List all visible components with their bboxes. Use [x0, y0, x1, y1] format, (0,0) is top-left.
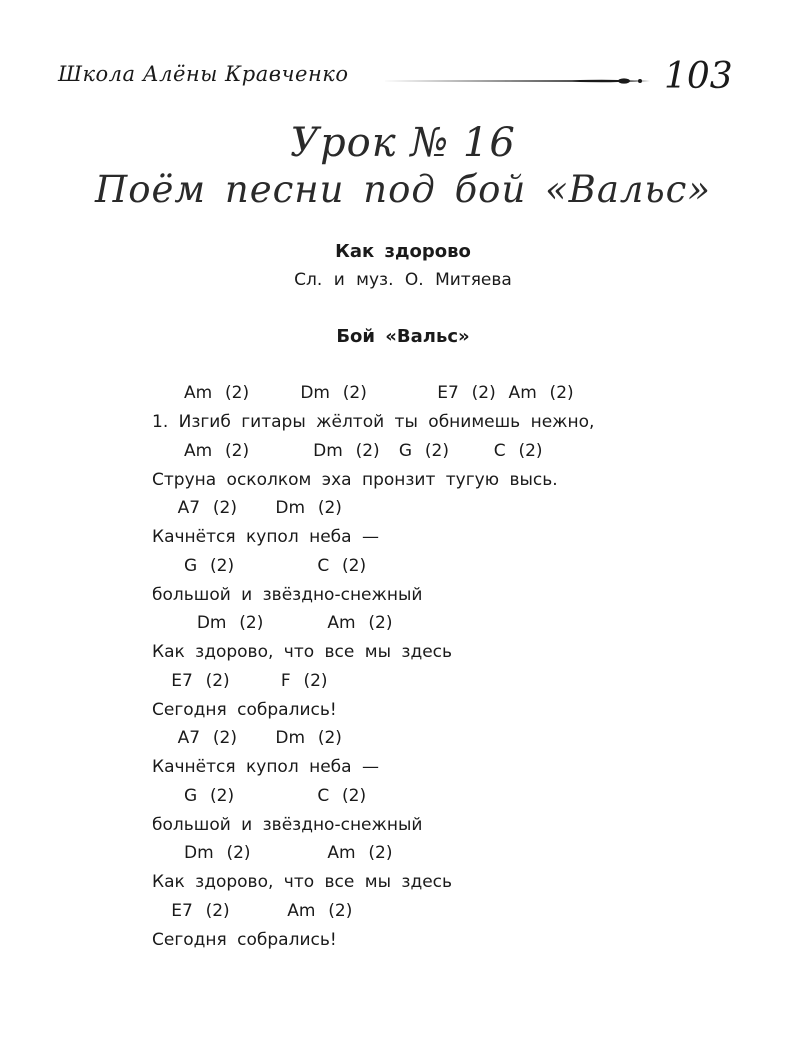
- lyric-line: Как здорово, что все мы здесь: [152, 642, 453, 662]
- lyric-line: Сегодня собрались!: [152, 930, 337, 950]
- lyric-line: Сегодня собрались!: [152, 700, 337, 720]
- lyric-line: Как здорово, что все мы здесь: [152, 872, 453, 892]
- strum-pattern: Бой «Вальс»: [336, 326, 470, 347]
- chord-line: Dm (2) Am (2): [152, 843, 393, 863]
- lesson-number: Урок № 16: [290, 120, 516, 166]
- song-title: Как здорово: [335, 241, 471, 262]
- page-number: 103: [664, 56, 733, 97]
- lesson-title: Поём песни под бой «Вальс»: [94, 168, 711, 211]
- lyric-line: большой и звёздно-снежный: [152, 585, 423, 605]
- decorative-rule: [372, 77, 650, 85]
- lyric-line: 1. Изгиб гитары жёлтой ты обнимешь нежно,: [152, 412, 595, 432]
- chord-line: Am (2) Dm (2) G (2) C (2): [152, 441, 543, 461]
- chord-line: A7 (2) Dm (2): [152, 498, 342, 518]
- chord-line: E7 (2) Am (2): [152, 901, 353, 921]
- chord-line: Dm (2) Am (2): [152, 613, 393, 633]
- chord-line: Am (2) Dm (2) E7 (2) Am (2): [152, 383, 574, 403]
- header-brand: Школа Алёны Кравченко: [58, 62, 349, 86]
- chord-line: E7 (2) F (2): [152, 671, 328, 691]
- lyric-line: Струна осколком эха пронзит тугую высь.: [152, 470, 558, 490]
- song-credit: Сл. и муз. О. Митяева: [294, 270, 512, 290]
- chord-line: G (2) C (2): [152, 786, 367, 806]
- lyric-line: большой и звёздно-снежный: [152, 815, 423, 835]
- chord-line: G (2) C (2): [152, 556, 367, 576]
- lyric-line: Качнётся купол неба —: [152, 527, 379, 547]
- lyric-line: Качнётся купол неба —: [152, 757, 379, 777]
- chord-line: A7 (2) Dm (2): [152, 728, 342, 748]
